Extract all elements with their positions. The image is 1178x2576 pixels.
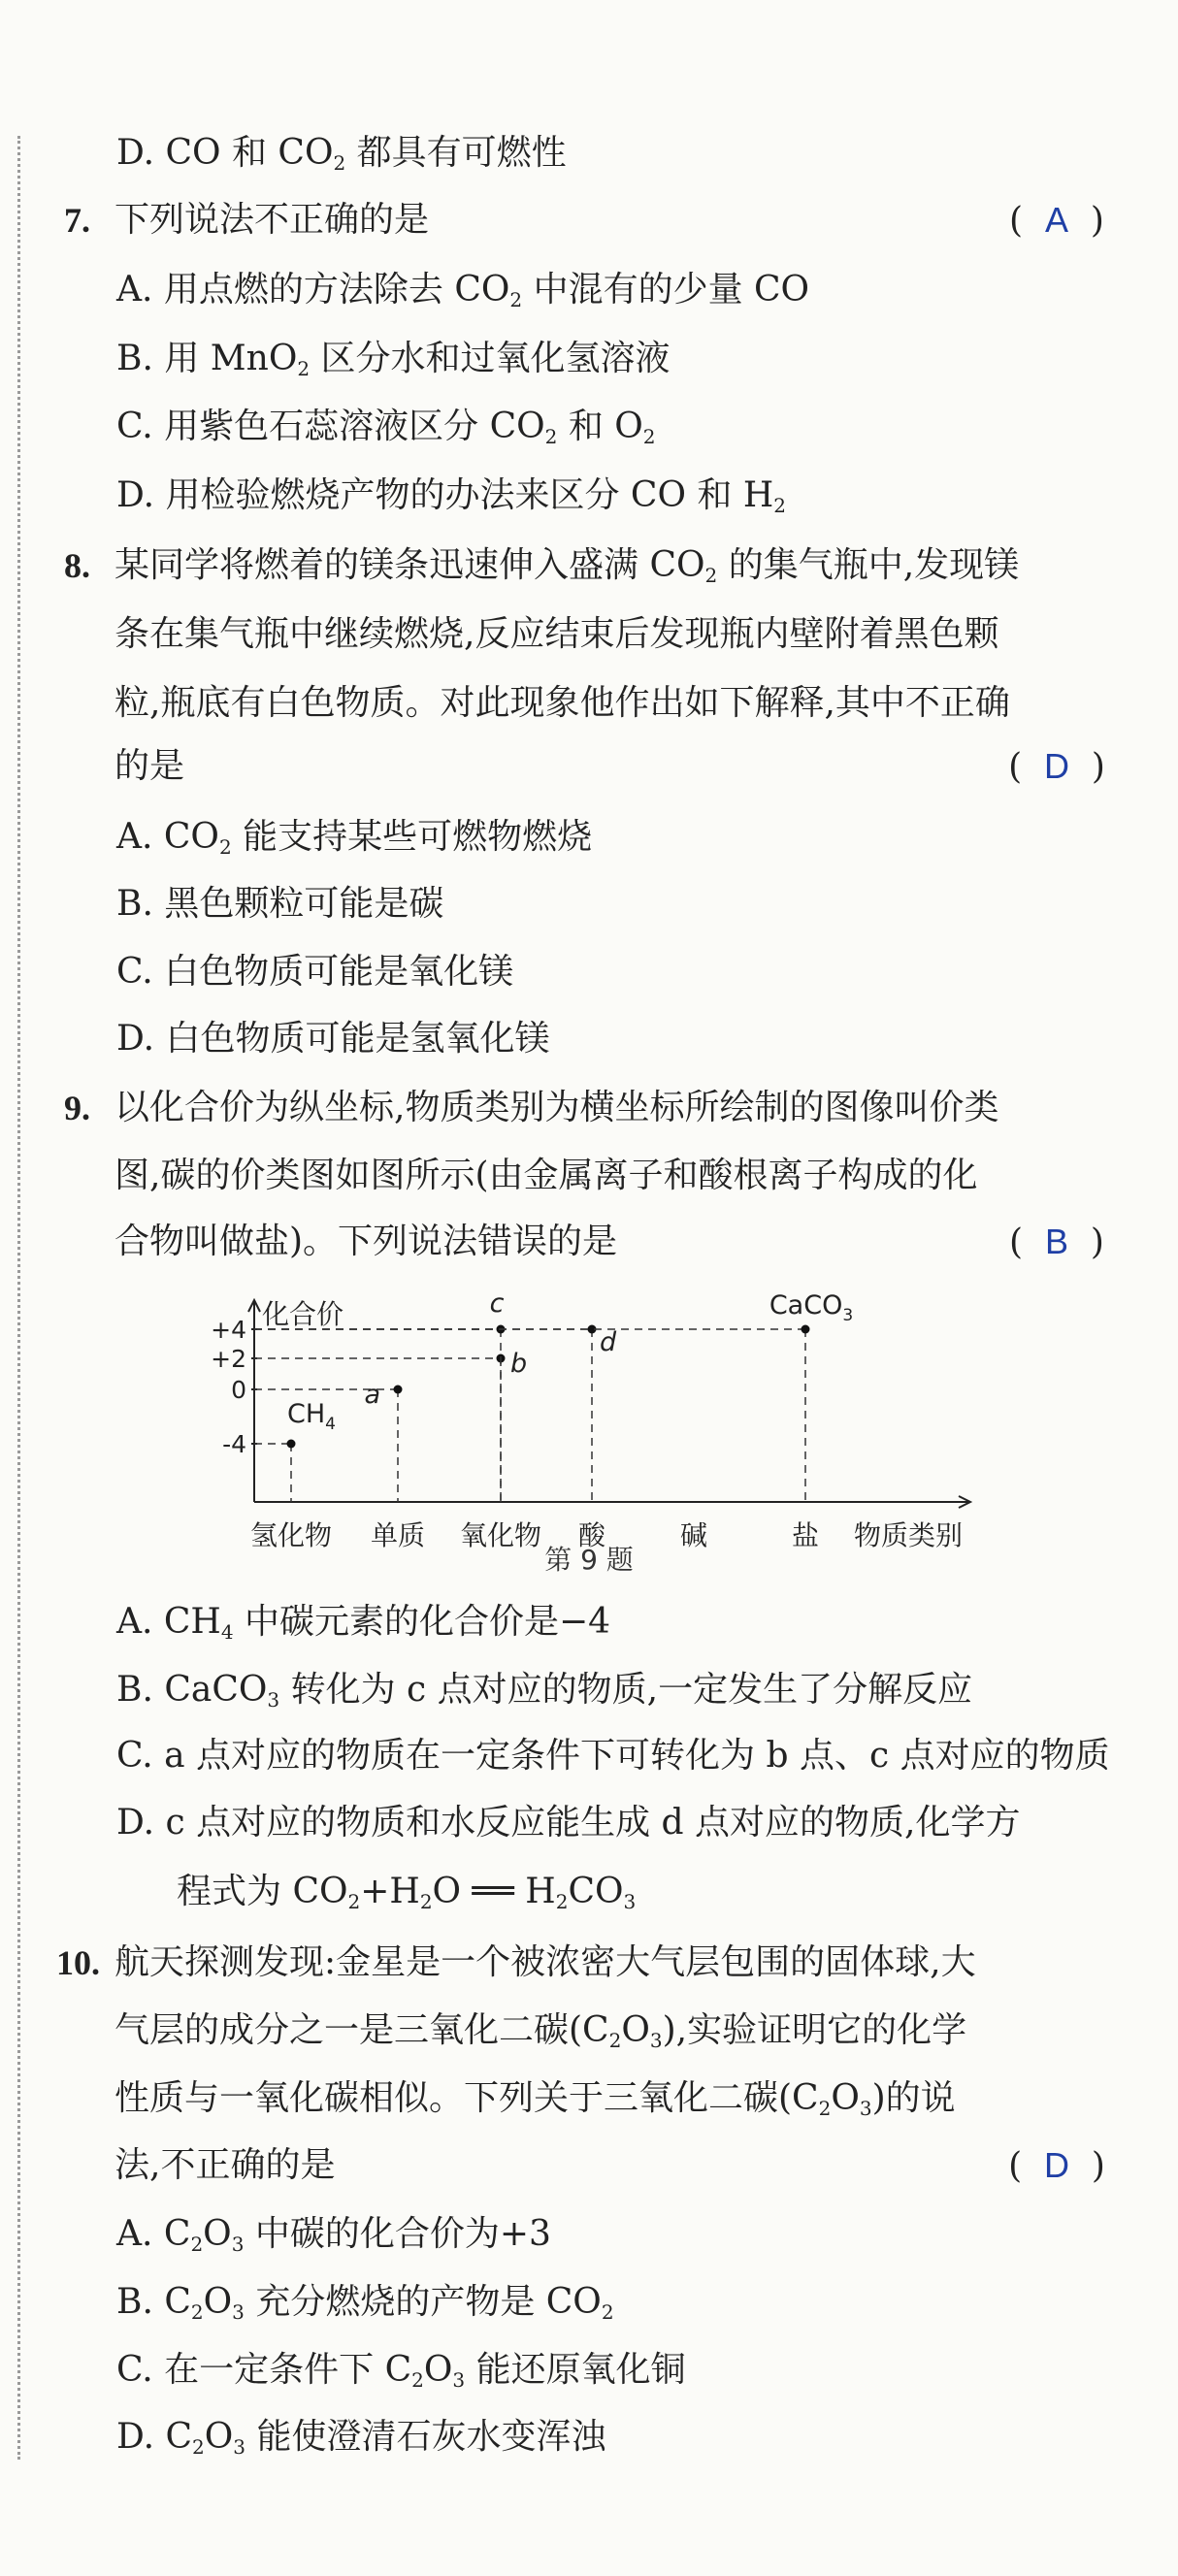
y-tick-label: -4 — [222, 1430, 246, 1458]
q9-number: 9. — [64, 1089, 90, 1127]
q7-answer: ( A ) — [1009, 200, 1104, 241]
q8-answer: ( D ) — [1008, 746, 1105, 787]
y-tick-label: +4 — [211, 1316, 246, 1344]
x-category-label: 碱 — [679, 1519, 708, 1551]
q9-answer: ( B ) — [1009, 1222, 1104, 1262]
x-axis-label: 物质类别 — [854, 1519, 964, 1551]
x-category-label: 酸 — [577, 1519, 606, 1551]
q8-number: 8. — [64, 546, 90, 585]
margin-dotted-line — [17, 136, 20, 2460]
point-label-b: b — [510, 1349, 528, 1379]
point-label-d: d — [600, 1327, 617, 1357]
q10-number: 10. — [56, 1943, 100, 1982]
data-point-caco3 — [802, 1325, 810, 1334]
x-category-label: 氧化物 — [459, 1519, 542, 1551]
data-point-ch4 — [287, 1440, 296, 1449]
q7-number: 7. — [64, 201, 90, 240]
q10-answer: ( D ) — [1008, 2145, 1105, 2186]
y-tick-label: 0 — [231, 1376, 246, 1404]
worksheet-page: D. CO 和 $CO_2$ 都具有可燃性 7. 下列说法不正确的是 ( A ) A. 用点燃的方法除去 $CO_2$ 中混有的少量 CO B. 用 MnO$_2$ 区分水和过氧化氢溶液 C. 用紫色石蕊溶液区分 $CO_2$ 和 $O_2$ D. 用检验燃烧产物的办法来区分 CO 和 $H_2$ 8. 某同学将燃着的镁条迅速伸入盛满 $CO_2$ 的集气瓶中,发现镁 条在集气瓶中继续燃烧,反应结束后发现瓶内壁附着黑色颗 粒,瓶底有白色物质。对此现象他作出如下解释,其中不正确 的是 ( D ) A. $CO_2$ 能支持某些可燃物燃烧 B. 黑色颗粒可能是碳 C. 白色物质可能是氧化镁 D. 白色物质可能是氢氧化镁 9. 以化合价为纵坐标,物质类别为横坐标所绘制的图像叫价类 图,碳的价类图如图所示(由金属离子和酸根离子构成的化 合物叫做盐)。下列说法错误的是 ( B ) 化合价 +4 +2 0 -4 氢化物 单质 氧化物 酸 碱 盐 物质类别 $CH_4$ a b c d CaCO$_3$ 第 9 题 A. $CH_4$ 中碳元素的化合价是−4 B. CaCO$_3$ 转化为 c 点对应的物质,一定发生了分解反应 C. a 点对应的物质在一定条件下可转化为 b 点、c 点对应的物质 D. c 点对应的物质和水反应能生成 d 点对应的物质,化学方 程式为 $CO_2+H_2O$ ══ $H_2CO_3$ 10. 航天探测发现:金星是一个被浓密大气层包围的固体球,大 气层的成分之一是三氧化二碳$(C_2O_3)$,实验证明它的化学 性质与一氧化碳相似。下列关于三氧化二碳$(C_2O_3)$的说 法,不正确的是 ( D ) A. $C_2O_3$ 中碳的化合价为+3 B. $C_2O_3$ 充分燃烧的产物是 $CO_2$ C. 在一定条件下 $C_2O_3$ 能还原氧化铜 D. $C_2O_3$ 能使澄清石灰水变浑浊 — [0, 0, 1178, 2576]
point-label-caco3: CaCO$_3$ — [769, 1290, 854, 1325]
x-category-label: 盐 — [791, 1519, 820, 1551]
figure-caption: 第 9 题 — [544, 1544, 634, 1576]
point-label-ch4: $CH_4$ — [287, 1399, 336, 1434]
y-axis-label: 化合价 — [262, 1298, 344, 1330]
data-point-a — [394, 1386, 403, 1394]
point-label-a: a — [364, 1380, 380, 1410]
x-category-label: 氢化物 — [249, 1519, 333, 1551]
y-tick-label: +2 — [211, 1345, 246, 1373]
point-label-c: c — [489, 1290, 505, 1319]
x-category-label: 单质 — [370, 1519, 426, 1551]
